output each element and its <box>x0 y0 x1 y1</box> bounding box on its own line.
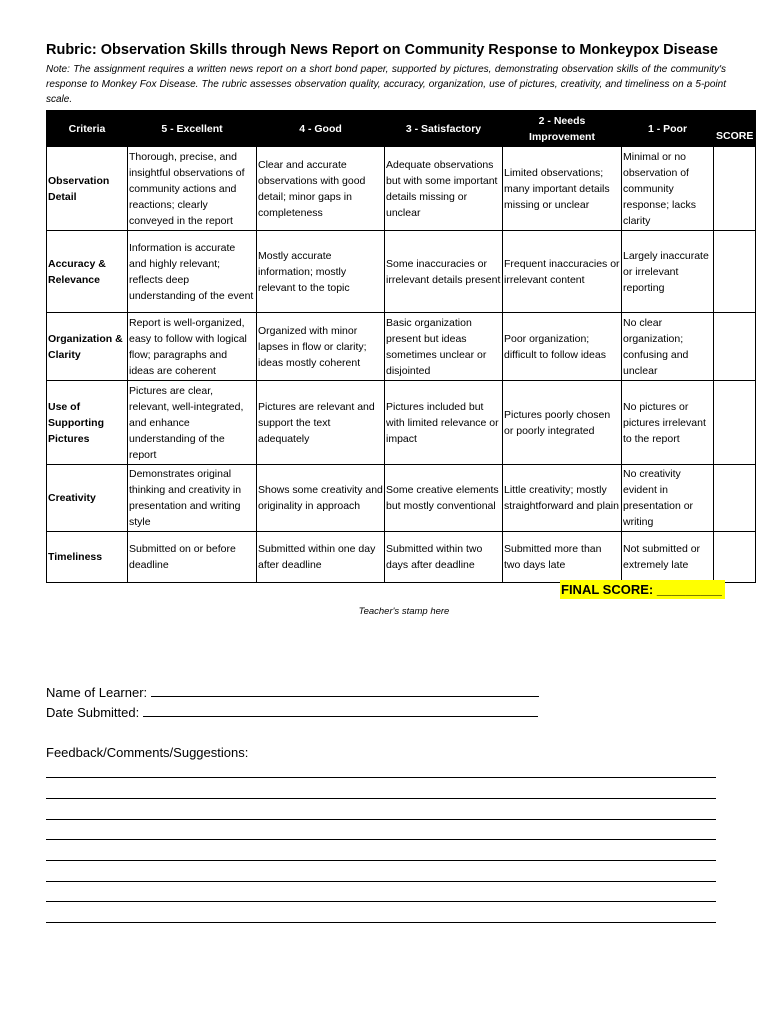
rubric-cell: Organized with minor lapses in flow or clarity; ideas mostly coherent <box>257 313 385 381</box>
score-cell[interactable] <box>714 465 756 532</box>
rubric-cell: Submitted within two days after deadline <box>385 532 503 583</box>
date-submitted-label: Date Submitted: <box>46 705 140 720</box>
rubric-table <box>46 110 756 583</box>
feedback-label: Feedback/Comments/Suggestions: <box>46 745 249 760</box>
rubric-cell: No pictures or pictures irrelevant to the report <box>622 381 714 465</box>
rubric-cell: Minimal or no observation of community response; lacks clarity <box>622 147 714 231</box>
table-row <box>47 532 756 583</box>
date-submitted-field[interactable] <box>46 703 538 722</box>
rubric-cell: Pictures are relevant and support the text adequately <box>257 381 385 465</box>
date-submitted-line[interactable] <box>143 703 538 717</box>
learner-name-line[interactable] <box>151 683 539 697</box>
rubric-cell: Mostly accurate information; mostly relevant to the topic <box>257 231 385 313</box>
assignment-note: Note: The assignment requires a written news report on a short bond paper, supported by pictures, demonstrating observation skills of the community's response to Monkey Fox Disease. The rubric assesses observation quality, accuracy, organization, use of pictures, creativity, and timeliness on a 5-point scale. <box>46 64 726 105</box>
criteria-cell: Use of Supporting Pictures <box>47 381 128 465</box>
feedback-line[interactable] <box>46 777 716 778</box>
rubric-cell: Shows some creativity and originality in approach <box>257 465 385 532</box>
criteria-cell: Accuracy & Relevance <box>47 231 128 313</box>
score-cell[interactable] <box>714 231 756 313</box>
learner-name-field[interactable] <box>46 683 539 702</box>
final-score[interactable]: FINAL SCORE: _________ <box>560 580 725 599</box>
score-cell[interactable] <box>714 313 756 381</box>
rubric-cell: Pictures included but with limited relevance or impact <box>385 381 503 465</box>
table-row <box>47 313 756 381</box>
rubric-cell: Pictures are clear, relevant, well-integrated, and enhance understanding of the report <box>128 381 257 465</box>
rubric-cell: Frequent inaccuracies or irrelevant content <box>503 231 622 313</box>
table-row <box>47 381 756 465</box>
feedback-line[interactable] <box>46 798 716 799</box>
rubric-cell: Demonstrates original thinking and creativity in presentation and writing style <box>128 465 257 532</box>
rubric-cell: Submitted within one day after deadline <box>257 532 385 583</box>
rubric-cell: Some creative elements but mostly conventional <box>385 465 503 532</box>
learner-name-label: Name of Learner: <box>46 685 148 700</box>
header-satisfactory: 3 - Satisfactory <box>385 111 503 147</box>
header-criteria: Criteria <box>47 111 128 147</box>
criteria-cell: Organization & Clarity <box>47 313 128 381</box>
rubric-cell: No creativity evident in presentation or writing <box>622 465 714 532</box>
document-title: Rubric: Observation Skills through News Report on Community Response to Monkeypox Disease <box>46 42 718 58</box>
rubric-cell: Thorough, precise, and insightful observations of community actions and reactions; clearly conveyed in the report <box>128 147 257 231</box>
rubric-cell: Pictures poorly chosen or poorly integrated <box>503 381 622 465</box>
rubric-cell: Little creativity; mostly straightforward and plain <box>503 465 622 532</box>
score-cell[interactable] <box>714 532 756 583</box>
rubric-cell: Not submitted or extremely late <box>622 532 714 583</box>
rubric-cell: Some inaccuracies or irrelevant details present <box>385 231 503 313</box>
header-poor: 1 - Poor <box>622 111 714 147</box>
teacher-stamp-area: Teacher's stamp here <box>358 606 450 617</box>
feedback-line[interactable] <box>46 819 716 820</box>
table-row <box>47 147 756 231</box>
score-cell[interactable] <box>714 147 756 231</box>
rubric-cell: No clear organization; confusing and unclear <box>622 313 714 381</box>
feedback-line[interactable] <box>46 839 716 840</box>
feedback-line[interactable] <box>46 860 716 861</box>
rubric-cell: Clear and accurate observations with good detail; minor gaps in completeness <box>257 147 385 231</box>
rubric-cell: Submitted on or before deadline <box>128 532 257 583</box>
table-header-row <box>47 111 756 147</box>
rubric-cell: Adequate observations but with some important details missing or unclear <box>385 147 503 231</box>
rubric-cell: Report is well-organized, easy to follow with logical flow; paragraphs and ideas are coherent <box>128 313 257 381</box>
header-score: SCORE <box>714 111 756 147</box>
header-excellent: 5 - Excellent <box>128 111 257 147</box>
table-row <box>47 231 756 313</box>
criteria-cell: Creativity <box>47 465 128 532</box>
rubric-cell: Submitted more than two days late <box>503 532 622 583</box>
feedback-line[interactable] <box>46 901 716 902</box>
rubric-cell: Poor organization; difficult to follow ideas <box>503 313 622 381</box>
header-needs-improvement: 2 - Needs Improvement <box>503 111 622 147</box>
rubric-cell: Limited observations; many important details missing or unclear <box>503 147 622 231</box>
rubric-cell: Basic organization present but ideas sometimes unclear or disjointed <box>385 313 503 381</box>
header-good: 4 - Good <box>257 111 385 147</box>
criteria-cell: Observation Detail <box>47 147 128 231</box>
score-cell[interactable] <box>714 381 756 465</box>
rubric-cell: Largely inaccurate or irrelevant reporting <box>622 231 714 313</box>
feedback-line[interactable] <box>46 881 716 882</box>
document-header <box>46 40 726 107</box>
feedback-line[interactable] <box>46 922 716 923</box>
rubric-cell: Information is accurate and highly relevant; reflects deep understanding of the event <box>128 231 257 313</box>
criteria-cell: Timeliness <box>47 532 128 583</box>
table-row <box>47 465 756 532</box>
